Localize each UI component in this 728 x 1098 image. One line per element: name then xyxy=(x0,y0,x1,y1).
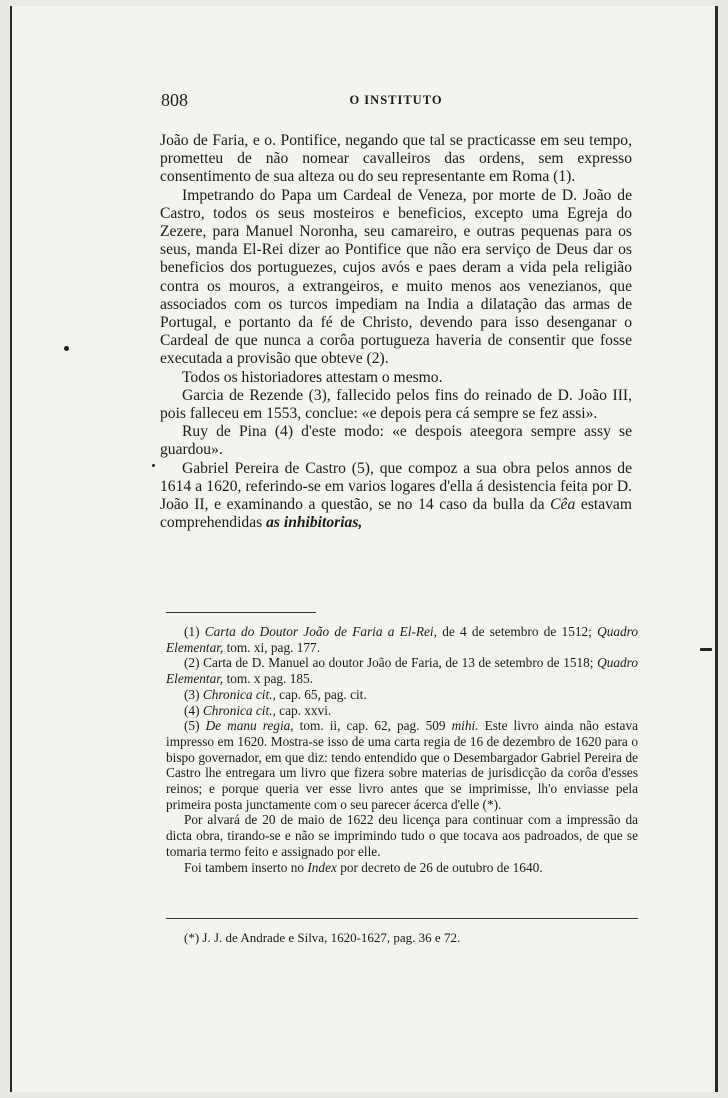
footnote-text: cap. 65, pag. cit. xyxy=(275,686,367,702)
footnote-text: (1) xyxy=(184,624,205,639)
footnote-text: tom. x pag. 185. xyxy=(223,671,313,687)
footnote-italic: mihi. xyxy=(451,718,479,734)
footnote-text: (5) xyxy=(184,718,206,734)
footnote-text: Este livro ainda não estava impresso em 1620. Mostra-se isso de uma carta regia de 16 de dezembro de 1620 para o bispo governador, em que diz: tendo entendido que o Desembargador Gabriel Pereira de Castro lhe entregara um livro que fizera sobre materias de jurisdicção da corôa d'esses reinos; e porque queria ver esse livro antes que se imprimisse, lh'o enviasse pela primeira posta junctamente com o seu parecer ácerca d'elle (*). xyxy=(166,718,639,812)
footnote-text: de 4 de setembro de 1512; xyxy=(436,624,598,639)
paragraph xyxy=(160,460,632,533)
footnote-italic: Carta do Doutor João de Faria a El-Rei, xyxy=(204,624,437,639)
footnote-3 xyxy=(166,687,638,703)
margin-dot xyxy=(152,464,155,467)
footnote-1 xyxy=(166,624,638,655)
footnote-5 xyxy=(166,718,638,812)
paragraph: Garcia de Rezende (3), fallecido pelos fins do reinado de D. João III, pois falleceu em 1553, conclue: «e depois pera cá sempre se fez assi». xyxy=(160,386,632,423)
footnote-italic: Chronica cit., xyxy=(202,702,276,718)
footnote-text: tom. ii, cap. 62, pag. 509 xyxy=(293,718,452,734)
footnote-text: (2) Carta de D. Manuel ao doutor João de Faria, de 13 de setembro de 1518; xyxy=(184,655,598,671)
page-header xyxy=(153,90,639,114)
footnote-continuation xyxy=(166,860,638,876)
footnote-continuation: Por alvará de 20 de maio de 1622 deu licença para continuar com a impressão da dicta obra, tirando-se e não se imprimindo tudo o que tocava aos padroados, de que se tomaria termo feito e assignado por elle. xyxy=(166,812,638,859)
footnote-italic: De manu regia, xyxy=(205,718,294,734)
paragraph: Ruy de Pina (4) d'este modo: «e despois ateegora sempre assy se guardou». xyxy=(160,423,632,459)
paragraph: João de Faria, e o. Pontifice, negando que tal se practicasse em seu tempo, prometteu de não nomear cavalleiros das ordens, sem expresso consentimento de sua alteza ou do seu representante em Roma (1). xyxy=(160,132,632,186)
footnote-text: tom. xi, pag. 177. xyxy=(223,639,321,655)
paragraph: Impetrando do Papa um Cardeal de Veneza, por morte de D. João de Castro, todos os seus mosteiros e beneficios, excepto uma Egreja do Zezere, para Manuel Noronha, seu camareiro, e outras pequenas para os seus, manda El-Rei dizer ao Pontifice que não era serviço de Deus dar os beneficios dos portuguezes, cujos avós e paes deram a vida pela religião contra os mouros, a extrangeiros, e muito menos aos venezianos, que associados com os turcos impediam na India a dilatação das armas de Portugal, e portanto da fé de Christo, devendo para isso desenganar o Cardeal de que nunca a corôa portugueza haveria de consentir que fosse executada a provisão que obteve (2). xyxy=(160,186,632,368)
margin-tick xyxy=(700,648,712,651)
running-title: O INSTITUTO xyxy=(349,93,443,107)
margin-dot xyxy=(64,346,69,351)
footnote-italic: Index xyxy=(307,859,337,875)
footnote-italic: Quadro Elementar, xyxy=(166,624,638,655)
footnote-divider xyxy=(166,612,316,613)
footnote-4 xyxy=(166,703,638,719)
footnote-italic: Chronica cit., xyxy=(202,686,276,702)
footnote-text: cap. xxvi. xyxy=(275,702,332,718)
paragraph: Todos os historiadores attestam o mesmo. xyxy=(182,368,443,386)
page-number: 808 xyxy=(161,90,188,110)
main-text xyxy=(160,132,632,532)
footnote-2 xyxy=(166,655,638,686)
footnote-italic: Quadro Elementar, xyxy=(166,655,638,687)
footnote-text: (4) xyxy=(184,702,203,718)
footnote-text: (3) xyxy=(184,686,203,702)
footnote-text: por decreto de 26 de outubro de 1640. xyxy=(336,859,543,875)
bold-italic-term: as inhibitorias, xyxy=(266,514,363,532)
italic-term: Cêa xyxy=(550,496,576,514)
footnote-text: Foi tambem inserto no xyxy=(184,859,308,875)
footnotes xyxy=(166,624,638,875)
paragraph-text: Gabriel Pereira de Castro (5), que compoz a sua obra pelos annos de 1614 a 1620, referindo-se em varios logares d'ella á desistencia feita por D. João II, e examinando a questão, se no 14 caso da bulla da xyxy=(160,459,632,514)
subnote: (*) J. J. de Andrade e Silva, 1620-1627, pag. 36 e 72. xyxy=(184,930,461,945)
subnote-divider xyxy=(166,918,638,919)
paragraph-text: estavam comprehendidas xyxy=(160,496,632,532)
